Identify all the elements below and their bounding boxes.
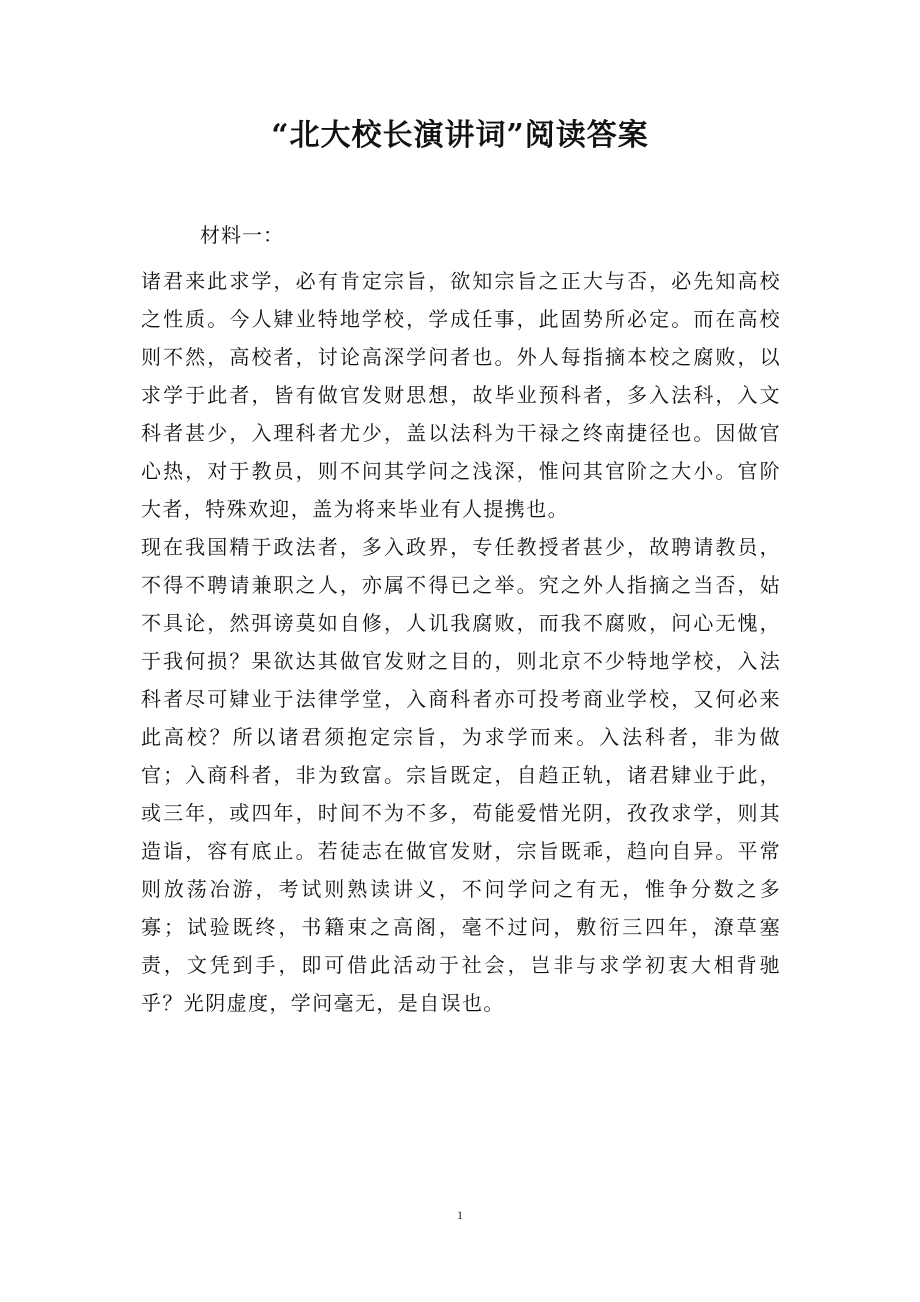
page-title: “北大校长演讲词”阅读答案: [271, 118, 649, 153]
paragraph-2: 现在我国精于政法者，多入政界，专任教授者甚少，故聘请教员，不得不聘请兼职之人，亦属不得已之举。究之外人指摘之当否，姑不具论，然弭谤莫如自修，人讥我腐败，而我不腐败，问心无愧，于我何损？果欲达其做官发财之目的，则北京不少特地学校，入法科者尽可肄业于法律学堂，入商科者亦可投考商业学校，又何必来此高校？所以诸君须抱定宗旨，为求学而来。入法科者，非为做官；入商科者，非为致富。宗旨既定，自趋正轨，诸君肄业于此，或三年，或四年，时间不为不多，苟能爱惜光阴，孜孜求学，则其造诣，容有底止。若徒志在做官发财，宗旨既乖，趋向自异。平常则放荡冶游，考试则熟读讲义，不问学问之有无，惟争分数之多寡；试验既终，书籍束之高阁，毫不过问，敷衍三四年，潦草塞责，文凭到手，即可借此活动于社会，岂非与求学初衷大相背驰乎？光阴虚度，学问毫无，是自误也。: [141, 535, 781, 1015]
page-number: 1: [457, 1208, 463, 1222]
body-text: [141, 262, 781, 1022]
section-label: 材料一：: [200, 223, 284, 247]
paragraph-1: 诸君来此求学，必有肯定宗旨，欲知宗旨之正大与否，必先知高校之性质。今人肄业特地学校，学成任事，此固势所必定。而在高校则不然，高校者，讨论高深学问者也。外人每指摘本校之腐败，以求学于此者，皆有做官发财思想，故毕业预科者，多入法科，入文科者甚少，入理科者尤少，盖以法科为干禄之终南捷径也。因做官心热，对于教员，则不问其学问之浅深，惟问其官阶之大小。官阶大者，特殊欢迎，盖为将来毕业有人提携也。: [141, 269, 781, 521]
